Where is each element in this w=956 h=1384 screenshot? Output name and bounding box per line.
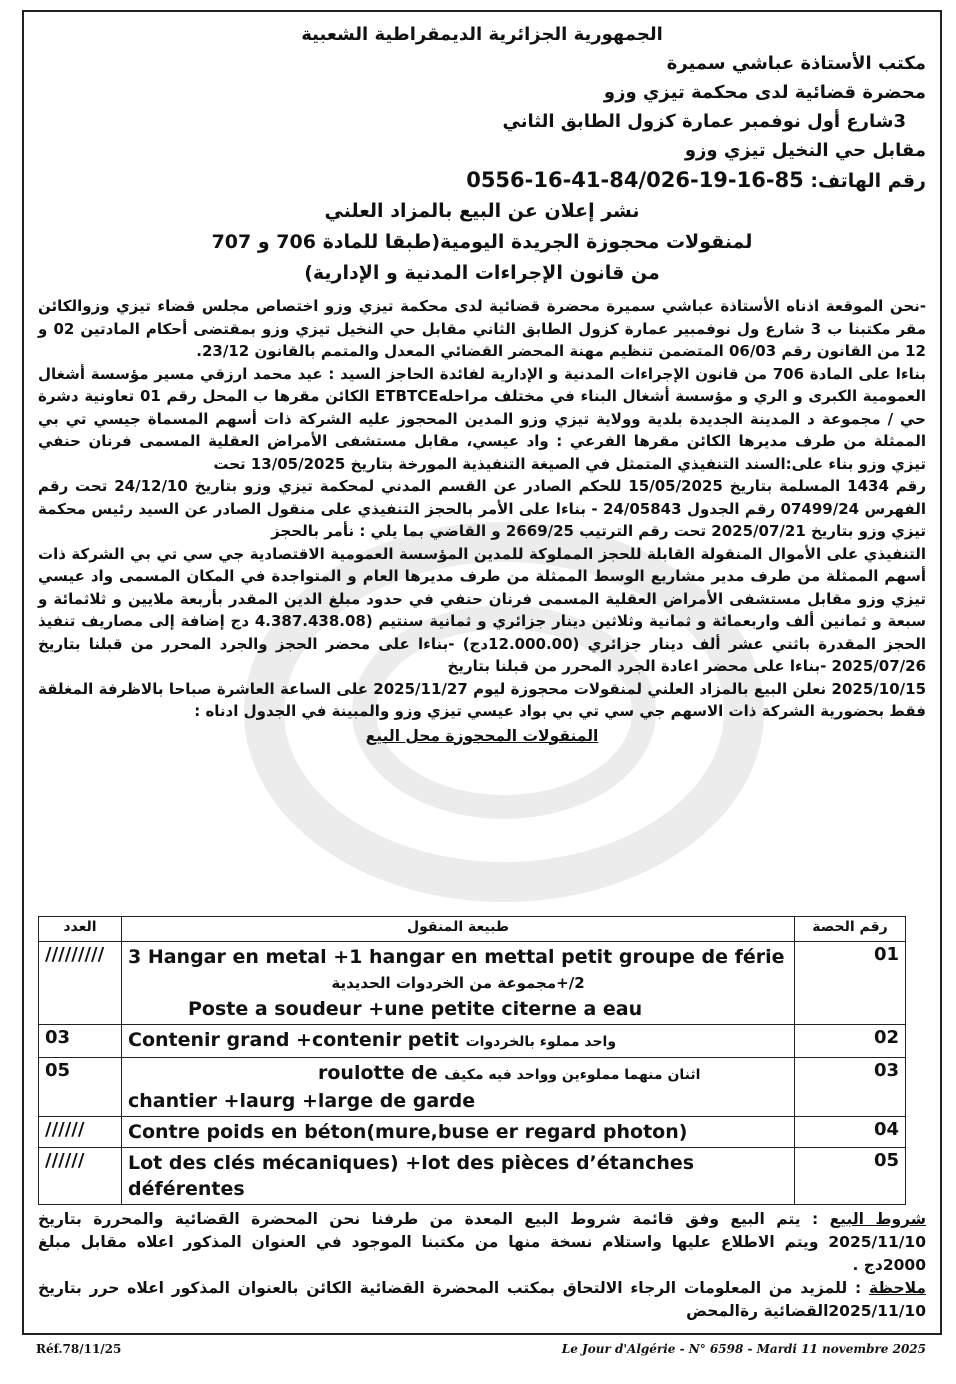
item-nature <box>122 1025 795 1058</box>
seized-items-heading: المنقولات المحجوزة محل البيع <box>365 726 599 745</box>
table-row <box>39 1148 906 1205</box>
table-row <box>39 1025 906 1058</box>
phone-line <box>38 165 926 196</box>
body-paragraph-4: التنفيذي على الأموال المنقولة القابلة للحجز المملوكة للمدين المؤسسة العمومية الاقتصادية جي سي تي بي الشركة ذات أسهم الممثلة من طرف مدير مشاريع الوسط الممثلة من طرف مديرها العام و المتواجدة في المكان المسمى واد عيسي تيزي وزو مقابل مستشفى الأمراض العقلية المسمى فرنان حنفي في حدود مبلغ الدين المقدر بأربعة ملايين و ثلاثمائة و سبعة و ثمانين ألف واربعمائة و ثمانية وثلاثين دينار جزائري و ثمانية سنتيم (4.387.438.08 دج إضافة إلى مصاريف تنفيذ الحجز المقدرة باثني عشر ألف دينار جزائري (12.000.00دج) -بناءا على محضر الحجز والجرد المحرر من قبلنا بتاريخ 2025/07/26 -بناءا على محضر اعادة الجرد المحرر من قبلنا بتاريخ <box>38 544 926 675</box>
conditions-label: شروط البيع <box>829 1210 926 1228</box>
body-paragraph-3: رقم 1434 المسلمة بتاريخ 15/05/2025 للحكم الصادر عن القسم المدني لمحكمة تيزي وزو بتاريخ 24/12/10 تحت رقم الفهرس 07499/24 رقم الجدول 24/05843 - بناءا على الأمر بالحجز التنفيذي على منقول الصادر عن السيد رئيس محكمة تيزي وزو بتاريخ 2025/07/21 تحت رقم الترتيب 2669/25 و القاضي بما يلي : نأمر بالحجز <box>38 477 926 540</box>
table-header-row <box>39 917 906 942</box>
item-nature-arabic: 2/+مجموعة من الخردوات الحديدية <box>331 974 585 992</box>
item-nature-arabic: اثنان منهما مملوءين وواحد فيه مكيف <box>444 1067 701 1083</box>
office-name: مكتب الأستاذة عباشي سميرة <box>666 53 926 74</box>
item-nature: Contre poids en béton(mure,buse er regard photon) <box>122 1117 795 1148</box>
item-nature-text: roulotte de <box>318 1062 438 1084</box>
republic-heading: الجمهورية الجزائرية الديمقراطية الشعبية <box>301 24 663 45</box>
table-row <box>39 942 906 1025</box>
item-nature-arabic: واحد مملوء بالخردوات <box>465 1034 617 1050</box>
item-count: ////// <box>39 1148 122 1205</box>
item-nature-text: Contenir grand +contenir petit <box>128 1029 459 1051</box>
lot-number: 05 <box>795 1148 906 1205</box>
header-nature: طبيعة المنقول <box>122 917 795 942</box>
office-address-line2: مقابل حي النخيل تيزي وزو <box>684 140 926 161</box>
item-nature <box>122 942 795 1025</box>
phone-numbers: 0556-16-41-84/026-19-16-85 <box>466 168 804 192</box>
publication-line: Le Jour d'Algérie - N° 6598 - Mardi 11 novembre 2025 <box>561 1342 926 1356</box>
body-paragraph-1: -نحن الموقعة اذناه الأستاذة عباشي سميرة محضرة قضائية لدى محكمة تيزي وزو اختصاص مجلس قضاء تيزي وزوالكائن مقر مكتبنا ب 3 شارع ول نوفمبير عمارة كزول الطابق الثاني مقابل حي النخيل تيزي وزو بمقتضى أحكام المادتين 02 و 12 من القانون رقم 06/03 المتضمن تنظيم مهنة المحضر القضائي المعدل والمتمم بالقانون 23/12. <box>38 297 926 360</box>
conditions-paragraph <box>38 1208 926 1277</box>
announcement-title-line2: لمنقولات محجوزة الجريدة اليومية(طبقا للمادة 706 و 707 <box>211 231 753 253</box>
table-row <box>39 1058 906 1117</box>
document-frame <box>22 10 942 1335</box>
body-paragraph-5: 2025/10/15 نعلن البيع بالمزاد العلني لمنقولات محجوزة ليوم 2025/11/27 على الساعة العاشرة صباحا بالاظرفة المغلقة فقط بحضورية الشركة ذات الاسهم جي سي تي بي بواد عيسي تيزي وزو والمبينة في الجدول ادناه : <box>38 679 926 720</box>
sale-conditions <box>38 1208 926 1323</box>
office-address-line1: 3شارع أول نوفمبر عمارة كزول الطابق الثاني <box>502 111 906 132</box>
item-nature <box>122 1058 795 1117</box>
body-paragraph-2: بناءا على المادة 706 من قانون الإجراءات المدنية و الإدارية لفائدة الحاجز السيد : عيد محمد ارزقي مسير مؤسسة أشغال العمومية الكبرى و الري و مؤسسة أشغال البناء في مختلف مراحلهETBTCE الكائن مقرها ب المحل رقم 01 تعاونية دشرة حي / مجموعة د المدينة الجديدة بلدية وولاية تيزي وزو المدين المحجوز عليه الشركة ذات أسهم المسماة جيسي تي بي الممثلة من طرف مديرها الكائن مقرها الفرعي : واد عيسي، مقابل مستشفى الأمراض العقلية المسمى فرنان حنفي تيزي وزو بناء على:السند التنفيذي المتمثل في الصيغة التنفيذية المورخة بتاريخ 13/05/2025 تحت <box>38 364 926 473</box>
reference-number: Réf.78/11/25 <box>36 1342 122 1356</box>
item-count: ////// <box>39 1117 122 1148</box>
document-content <box>38 20 926 747</box>
phone-label: رقم الهاتف: <box>810 170 926 192</box>
table-row <box>39 1117 906 1148</box>
item-nature: Lot des clés mécaniques) +lot des pièces d’étanches déférentes <box>122 1148 795 1205</box>
announcement-title: نشر إعلان عن البيع بالمزاد العلني <box>324 200 640 222</box>
lot-number: 04 <box>795 1117 906 1148</box>
item-nature-text: 3 Hangar en metal +1 hangar en mettal petit groupe de férie <box>128 946 785 968</box>
item-count: 03 <box>39 1025 122 1058</box>
item-nature-line <box>128 1060 788 1088</box>
item-count: ///////// <box>39 942 122 1025</box>
header-count: العدد <box>39 917 122 942</box>
item-nature-text-2: chantier +laurg +large de garde <box>128 1090 476 1112</box>
lot-number: 01 <box>795 942 906 1025</box>
seized-items-table <box>38 916 906 1205</box>
item-nature-text-2: Poste a soudeur +une petite citerne a eau <box>188 998 643 1020</box>
announcement-title-line3: من قانون الإجراءات المدنية و الإدارية) <box>304 262 660 284</box>
conditions-text: : يتم البيع وفق قائمة شروط البيع المعدة من طرفنا نحن المحضرة القضائية والمحررة بتاريخ 2025/11/10 ويتم الاطلاع عليها واستلام نسخة منها من مكتبنا الموجود في العنوان المذكور اعلاه مقابل مبلغ 2000دج . <box>38 1210 926 1274</box>
lot-number: 03 <box>795 1058 906 1117</box>
note-text: : للمزيد من المعلومات الرجاء الالتحاق بمكتب المحضرة القضائية الكائن بالعنوان المذكور اعلاه حرر بتاريخ 2025/11/10القضائية رةالمحض <box>38 1279 926 1320</box>
note-label: ملاحظة <box>868 1279 926 1297</box>
note-paragraph <box>38 1277 926 1323</box>
lot-number: 02 <box>795 1025 906 1058</box>
announcement-body <box>38 295 926 723</box>
header-lot: رقم الحصة <box>795 917 906 942</box>
office-role: محضرة قضائية لدى محكمة تيزي وزو <box>603 82 926 103</box>
item-count: 05 <box>39 1058 122 1117</box>
